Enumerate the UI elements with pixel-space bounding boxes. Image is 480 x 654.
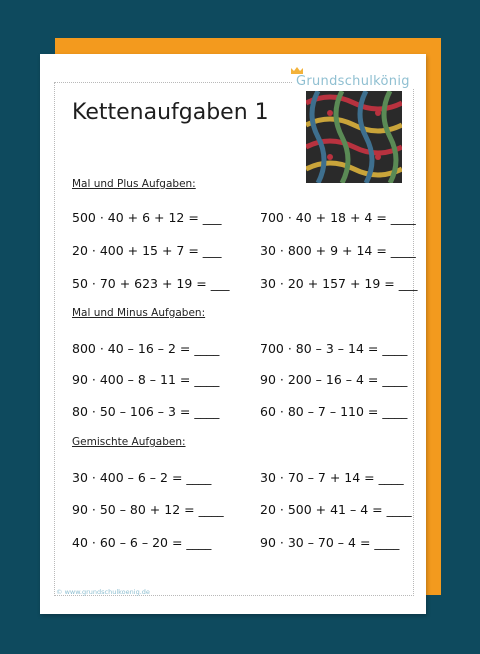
equation-3-left: 50 · 70 + 623 + 19 = ___ (72, 276, 230, 291)
page-title: Kettenaufgaben 1 (72, 100, 269, 125)
equation-3-right: 30 · 20 + 157 + 19 = ___ (260, 276, 418, 291)
section-heading-gemischt: Gemischte Aufgaben: (72, 436, 186, 448)
equation-6-left: 80 · 50 – 106 – 3 = ____ (72, 404, 220, 419)
equation-8-left: 90 · 50 – 80 + 12 = ____ (72, 502, 224, 517)
section-heading-mal-minus: Mal und Minus Aufgaben: (72, 307, 206, 319)
equation-1-right: 700 · 40 + 18 + 4 = ____ (260, 210, 416, 225)
section-heading-mal-plus: Mal und Plus Aufgaben: (72, 178, 196, 190)
equation-7-right: 30 · 70 – 7 + 14 = ____ (260, 470, 404, 485)
celtic-pattern-image (306, 91, 402, 183)
equation-5-left: 90 · 400 – 8 – 11 = ____ (72, 372, 220, 387)
equation-2-right: 30 · 800 + 9 + 14 = ____ (260, 243, 416, 258)
footer-copyright: © www.grundschulkoenig.de (56, 588, 150, 596)
equation-4-right: 700 · 80 – 3 – 14 = ____ (260, 341, 408, 356)
equation-2-left: 20 · 400 + 15 + 7 = ___ (72, 243, 222, 258)
equation-9-right: 90 · 30 – 70 – 4 = ____ (260, 535, 400, 550)
equation-5-right: 90 · 200 – 16 – 4 = ____ (260, 372, 408, 387)
equation-6-right: 60 · 80 – 7 – 110 = ____ (260, 404, 408, 419)
equation-8-right: 20 · 500 + 41 – 4 = ____ (260, 502, 412, 517)
equation-9-left: 40 · 60 – 6 – 20 = ____ (72, 535, 212, 550)
equation-4-left: 800 · 40 – 16 – 2 = ____ (72, 341, 220, 356)
equation-1-left: 500 · 40 + 6 + 12 = ___ (72, 210, 222, 225)
brand-logo: Grundschulkönig (292, 74, 414, 89)
equation-7-left: 30 · 400 – 6 – 2 = ____ (72, 470, 212, 485)
worksheet (40, 54, 426, 614)
